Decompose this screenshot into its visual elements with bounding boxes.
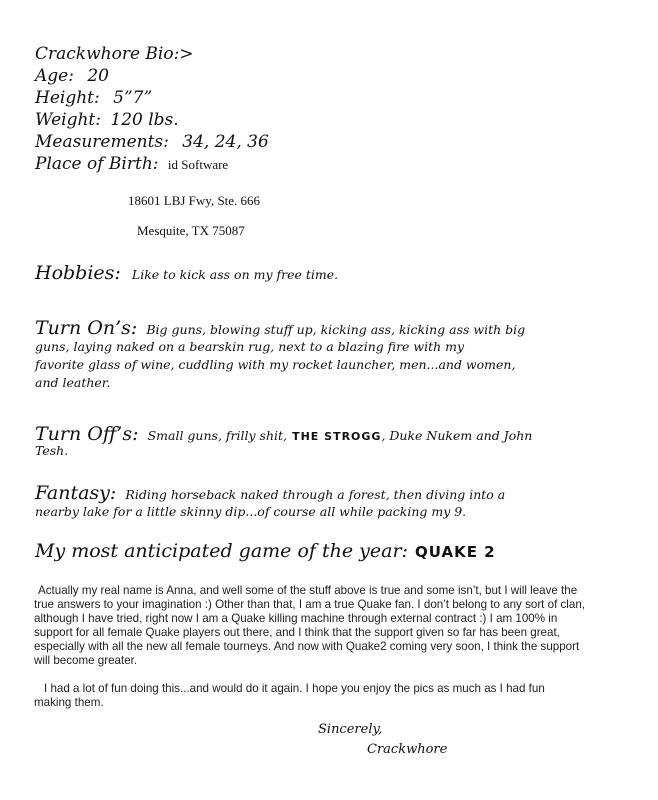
birth-value: id Software — [167, 157, 229, 172]
turn-ons-text-2: guns, laying naked on a bearskin rug, next to a blazing fire with my — [35, 339, 465, 354]
paragraph-1 — [34, 584, 634, 668]
strogg-logo-text: THE STROGG — [292, 430, 382, 443]
hobbies-section — [35, 262, 338, 284]
quake2-logo-text: QUAKE 2 — [415, 543, 496, 561]
anticipated-line — [35, 540, 496, 562]
turn-ons-text-1: Big guns, blowing stuff up, kicking ass, kicking ass with big — [146, 322, 526, 337]
paragraph-1-line-6: will become greater. — [34, 654, 138, 667]
turn-offs-text-2: Tesh. — [35, 443, 69, 458]
paragraph-2-line-1: I had a lot of fun doing this...and would do it again. I hope you enjoy the pics as much as I had fun — [44, 682, 545, 695]
paragraph-1-line-2: true answers to your imagination :) Other than that, I am a true Quake fan. I don’t belong to any sort of clan, — [34, 598, 586, 611]
address-line-1: 18601 LBJ Fwy, Ste. 666 — [128, 193, 261, 208]
fantasy-text-1: Riding horseback naked through a forest, then diving into a — [125, 487, 506, 502]
hobbies-text: Like to kick ass on my free time. — [131, 267, 339, 282]
paragraph-1-line-4: support for all female Quake players out there, and I think that the support given so far has been great, — [34, 626, 560, 639]
turn-ons-text-3: favorite glass of wine, cuddling with my rocket launcher, men...and women, — [35, 357, 516, 372]
age-row — [35, 66, 109, 86]
height-row — [35, 88, 152, 108]
measurements-value: 34, 24, 36 — [182, 132, 269, 152]
turn-ons-label: Turn On’s: — [35, 317, 138, 339]
fantasy-text-2: nearby lake for a little skinny dip...of course all while packing my 9. — [35, 504, 467, 519]
turn-ons-text-4: and leather. — [35, 375, 111, 390]
paragraph-1-line-1: Actually my real name is Anna, and well some of the stuff above is true and some isn’t, but I will leave the — [38, 584, 578, 597]
anticipated-label: My most anticipated game of the year: — [35, 540, 408, 562]
turn-offs-text-1a: Small guns, frilly shit, — [147, 428, 287, 443]
weight-row — [35, 110, 179, 130]
turn-offs-label: Turn Off’s: — [35, 423, 139, 445]
measurements-row — [35, 132, 269, 152]
paragraph-1-line-5: especially with all the new all female tourneys. And now with Quake2 coming very soon, I think the support — [34, 640, 580, 653]
hobbies-label: Hobbies: — [35, 262, 121, 284]
weight-label: Weight: — [35, 110, 101, 130]
paragraph-1-line-3: although I have tried, right now I am a Quake killing machine through external contract :) I am 100% in — [34, 612, 558, 625]
birth-row — [35, 154, 228, 174]
turn-offs-text-1c: , Duke Nukem and John — [381, 428, 533, 443]
bio-title: Crackwhore Bio:> — [35, 44, 194, 64]
measurements-label: Measurements: — [35, 132, 169, 152]
weight-value: 120 lbs. — [110, 110, 179, 130]
closing-signature: Crackwhore — [367, 742, 448, 757]
height-label: Height: — [35, 88, 100, 108]
paragraph-2-line-2: making them. — [34, 696, 104, 709]
closing-sincerely: Sincerely, — [318, 722, 383, 737]
address-line-2: Mesquite, TX 75087 — [137, 223, 245, 238]
age-value: 20 — [87, 66, 109, 86]
height-value: 5”7” — [113, 88, 153, 108]
turn-offs-line-1 — [35, 423, 532, 445]
birth-label: Place of Birth: — [35, 154, 159, 174]
age-label: Age: — [35, 66, 74, 86]
fantasy-line-1 — [35, 482, 505, 504]
paragraph-2 — [34, 682, 634, 710]
turn-ons-line-1 — [35, 317, 525, 339]
fantasy-label: Fantasy: — [35, 482, 117, 504]
